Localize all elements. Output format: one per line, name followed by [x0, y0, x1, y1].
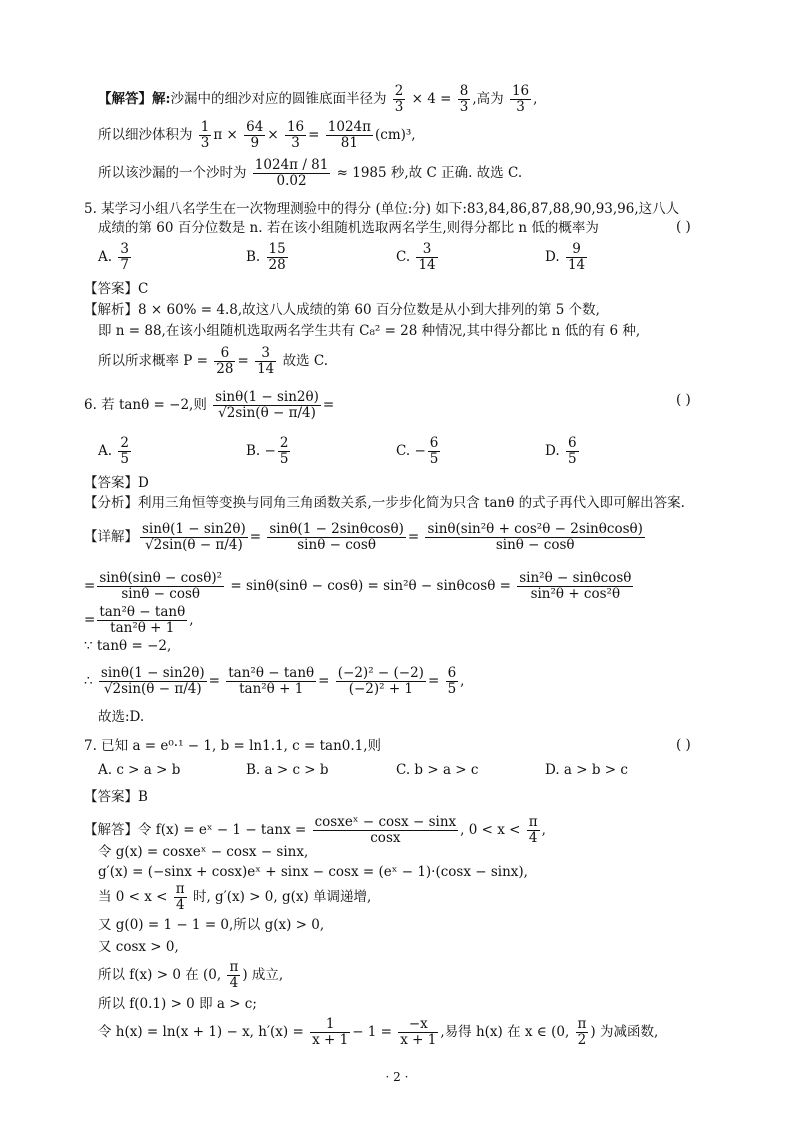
fraction: [336, 666, 426, 697]
text: × 4 =: [411, 91, 452, 107]
denominator: 81: [326, 135, 373, 151]
q6-detail-5: [84, 666, 464, 697]
text: 令 h(x) = ln(x + 1) − x, h′(x) =: [98, 1024, 304, 1040]
denominator: 3: [285, 135, 306, 151]
answer-label: 【解答】解:: [98, 91, 171, 107]
q5-stem-1: 5. 某学习小组八名学生在一次物理测验中的得分 (单位:分) 如下:83,84,86,87,88,90,93,96,这八人: [84, 201, 680, 217]
denominator: sin²θ + cos²θ: [517, 586, 633, 602]
q6-stem: [84, 390, 334, 421]
q7-option-d: D. a > b > c: [545, 762, 628, 778]
text: =: [84, 578, 96, 594]
denominator: 4: [527, 830, 540, 846]
text: ,: [533, 91, 538, 107]
numerator: sinθ(sinθ − cosθ)²: [99, 570, 223, 586]
numerator: 16: [286, 119, 305, 135]
text: =: [237, 353, 249, 369]
numerator: 2: [394, 83, 404, 99]
sign: −: [264, 443, 276, 459]
fraction: [174, 882, 187, 913]
text: ∴: [84, 673, 93, 689]
option-label: B.: [246, 249, 261, 265]
denominator: (−2)² + 1: [336, 681, 426, 697]
text: 当 0 < x <: [98, 889, 168, 905]
text: 故选 C.: [282, 353, 328, 369]
denominator: √2sin(θ − π/4): [99, 681, 207, 697]
q6-option-a: [98, 436, 133, 467]
text: 沙漏中的细沙对应的圆锥底面半径为: [170, 91, 387, 107]
text: 所以 f(x) > 0 在 (0,: [98, 967, 222, 983]
numerator: 1024π / 81: [254, 157, 329, 173]
numerator: sinθ(1 − sin2θ): [100, 665, 205, 681]
denominator: 5: [447, 681, 457, 697]
fraction: [458, 84, 471, 115]
denominator: tan²θ + 1: [97, 620, 187, 636]
text: =: [208, 673, 220, 689]
numerator: 3: [120, 241, 129, 257]
numerator: 1: [200, 119, 210, 135]
text: 【解答】令 f(x) = eˣ − 1 − tanx =: [84, 822, 307, 838]
fraction: [510, 84, 531, 115]
denominator: 9: [244, 135, 265, 151]
q7-solution-5: 又 g(0) = 1 − 1 = 0,所以 g(x) > 0,: [98, 917, 325, 933]
numerator: π: [528, 814, 538, 830]
numerator: sinθ(sin²θ + cos²θ − 2sinθcosθ): [427, 521, 643, 537]
denominator: 28: [268, 257, 286, 273]
q6-answer-bracket: ( ): [676, 392, 691, 408]
q6-detail-6: 故选:D.: [98, 709, 145, 725]
q5-option-d: [545, 242, 589, 273]
fraction: [226, 666, 316, 697]
denominator: x + 1: [312, 1032, 349, 1048]
numerator: −x: [408, 1016, 428, 1032]
option-label: A.: [98, 249, 113, 265]
text: ,: [541, 822, 546, 838]
text: , 0 < x <: [460, 822, 521, 838]
q7-solution-1: [84, 815, 546, 846]
q7-solution-8: 所以 f(0.1) > 0 即 a > c;: [98, 996, 257, 1012]
denominator: 5: [120, 451, 129, 467]
denominator: 5: [279, 451, 289, 467]
fraction: [566, 436, 579, 467]
option-label: D.: [545, 249, 560, 265]
q6-analysis: 【分析】利用三角恒等变换与同角三角函数关系,一步步化简为只含 tanθ 的式子再代入即可解出答案.: [84, 495, 685, 511]
fraction: [199, 120, 212, 151]
text: 所以该沙漏的一个沙时为: [98, 165, 247, 181]
denominator: 3: [394, 99, 404, 115]
fraction: [285, 120, 306, 151]
numerator: cosxeˣ − cosx − sinx: [314, 814, 457, 830]
numerator: 6: [567, 435, 577, 451]
fraction: [267, 242, 288, 273]
fraction: [118, 436, 131, 467]
fraction: [214, 346, 235, 377]
denominator: 5: [429, 451, 439, 467]
numerator: 16: [511, 83, 530, 99]
fraction: [227, 960, 240, 991]
q5-option-a: [98, 242, 133, 273]
numerator: 2: [120, 435, 129, 451]
text: =: [318, 673, 330, 689]
denominator: 14: [567, 257, 586, 273]
numerator: 2: [279, 435, 289, 451]
text: =: [322, 397, 335, 413]
q7-stem: 7. 已知 a = e⁰·¹ − 1, b = ln1.1, c = tan0.1,则: [84, 738, 382, 754]
numerator: sin²θ − sinθcosθ: [519, 570, 632, 586]
numerator: 9: [572, 241, 581, 257]
q6-answer: 【答案】D: [84, 475, 149, 491]
option-label: D.: [545, 443, 560, 459]
numerator: π: [229, 959, 239, 975]
q6-option-d: [545, 436, 581, 467]
option-label: C.: [396, 249, 411, 265]
text: =: [84, 612, 96, 628]
denominator: 28: [216, 361, 234, 377]
fraction: [278, 436, 291, 467]
denominator: 0.02: [253, 173, 331, 189]
text: ) 为减函数,: [590, 1024, 659, 1040]
answer-line-3: [98, 158, 522, 189]
numerator: 8: [459, 83, 469, 99]
fraction: [425, 522, 644, 553]
fraction: [527, 815, 540, 846]
numerator: 1024π: [327, 119, 371, 135]
q7-answer: 【答案】B: [84, 789, 148, 805]
text: ,: [460, 673, 465, 689]
numerator: 1: [325, 1016, 335, 1032]
fraction: [267, 522, 406, 553]
fraction: [213, 390, 321, 421]
denominator: x + 1: [400, 1032, 437, 1048]
denominator: 5: [567, 451, 577, 467]
fraction: [97, 571, 224, 602]
q5-option-b: [246, 242, 290, 273]
fraction: [393, 84, 406, 115]
fraction: [566, 242, 587, 273]
q7-option-c: C. b > a > c: [396, 762, 479, 778]
numerator: tan²θ − tanθ: [99, 604, 186, 620]
option-label: C.: [396, 443, 411, 459]
text: =: [249, 529, 262, 545]
fraction: [140, 522, 248, 553]
fraction: [97, 605, 187, 636]
denominator: 3: [510, 99, 531, 115]
denominator: 2: [576, 1032, 589, 1048]
q6-detail-3: [84, 605, 194, 636]
text: π ×: [213, 127, 238, 143]
denominator: 14: [418, 257, 436, 273]
fraction: [310, 1017, 350, 1048]
q5-option-c: [396, 242, 440, 273]
numerator: 15: [268, 241, 286, 257]
q5-explain-1: 【解析】8 × 60% = 4.8,故这八人成绩的第 60 百分位数是从小到大排列的第 5 个数,: [84, 302, 600, 318]
numerator: π: [175, 881, 185, 897]
denominator: √2sin(θ − π/4): [213, 405, 321, 421]
fraction: [446, 666, 459, 697]
q6-detail-2: [84, 571, 635, 602]
option-label: B.: [246, 443, 261, 459]
fraction: [255, 346, 276, 377]
denominator: sinθ − cosθ: [267, 537, 406, 553]
numerator: tan²θ − tanθ: [228, 665, 315, 681]
numerator: 3: [422, 241, 432, 257]
q5-answer: 【答案】C: [84, 281, 149, 297]
text: 所以所求概率 P =: [98, 353, 208, 369]
text: (cm)³,: [375, 127, 416, 143]
q5-answer-bracket: ( ): [676, 219, 691, 235]
text: 时, g′(x) > 0, g(x) 单调递增,: [192, 889, 372, 905]
text: =: [427, 673, 440, 689]
fraction: [576, 1017, 589, 1048]
q6-option-c: [396, 436, 442, 467]
q7-option-a: A. c > a > b: [98, 762, 181, 778]
numerator: 6: [429, 435, 439, 451]
numerator: sinθ(1 − 2sinθcosθ): [269, 521, 404, 537]
sign: −: [414, 443, 426, 459]
option-label: A.: [98, 443, 113, 459]
fraction: [118, 242, 131, 273]
text: ≈ 1985 秒,故 C 正确. 故选 C.: [336, 165, 523, 181]
fraction: [253, 158, 331, 189]
denominator: sinθ − cosθ: [425, 537, 644, 553]
numerator: 6: [447, 665, 457, 681]
fraction: [428, 436, 441, 467]
numerator: 64: [246, 119, 264, 135]
text: = sinθ(sinθ − cosθ) = sin²θ − sinθcosθ =: [230, 578, 511, 594]
text: ) 成立,: [242, 967, 284, 983]
text: ,: [189, 612, 194, 628]
text: 6. 若 tanθ = −2,则: [84, 397, 207, 413]
q6-detail-4: ∵ tanθ = −2,: [84, 638, 172, 654]
q7-solution-3: g′(x) = (−sinx + cosx)eˣ + sinx − cosx = (eˣ − 1)·(cosx − sinx),: [98, 864, 528, 880]
denominator: 4: [227, 975, 240, 991]
text: =: [308, 127, 320, 143]
text: ×: [267, 127, 279, 143]
numerator: 3: [261, 345, 270, 361]
denominator: √2sin(θ − π/4): [140, 537, 248, 553]
denominator: 14: [257, 361, 275, 377]
text: − 1 =: [352, 1024, 392, 1040]
text: 【详解】: [84, 529, 138, 545]
q7-solution-2: 令 g(x) = cosxeˣ − cosx − sinx,: [98, 844, 309, 860]
q7-solution-7: [98, 960, 283, 991]
text: ,高为: [472, 91, 504, 107]
denominator: 3: [200, 135, 210, 151]
fraction: [99, 666, 207, 697]
text: 所以细沙体积为: [98, 127, 193, 143]
numerator: sinθ(1 − sin2θ): [142, 521, 246, 537]
fraction: [244, 120, 265, 151]
fraction: [398, 1017, 438, 1048]
denominator: tan²θ + 1: [226, 681, 316, 697]
q7-option-b: B. a > c > b: [246, 762, 329, 778]
fraction: [313, 815, 459, 846]
q7-answer-bracket: ( ): [676, 737, 691, 753]
q5-explain-3: [98, 346, 328, 377]
numerator: (−2)² − (−2): [337, 665, 424, 681]
text: ,易得 h(x) 在 x ∈ (0,: [440, 1024, 570, 1040]
numerator: π: [577, 1016, 587, 1032]
text: =: [407, 529, 420, 545]
numerator: sinθ(1 − sin2θ): [215, 389, 319, 405]
denominator: 7: [120, 257, 129, 273]
fraction: [517, 571, 633, 602]
fraction: [416, 242, 437, 273]
numerator: 6: [220, 345, 230, 361]
fraction: [326, 120, 373, 151]
q7-solution-6: 又 cosx > 0,: [98, 939, 179, 955]
q7-solution-9: [98, 1017, 658, 1048]
page-number: · 2 ·: [385, 1070, 409, 1084]
answer-line-1: [98, 84, 537, 115]
denominator: sinθ − cosθ: [97, 586, 224, 602]
q6-detail-1: [84, 522, 647, 553]
q7-solution-4: [98, 882, 371, 913]
q5-stem-2: 成绩的第 60 百分位数是 n. 若在该小组随机选取两名学生,则得分都比 n 低的概率为: [98, 220, 599, 236]
denominator: cosx: [313, 830, 459, 846]
q6-option-b: [246, 436, 292, 467]
denominator: 3: [459, 99, 469, 115]
q5-explain-2: 即 n = 88,在该小组随机选取两名学生共有 C₈² = 28 种情况,其中得分都比 n 低的有 6 种,: [98, 323, 641, 339]
denominator: 4: [174, 897, 187, 913]
answer-line-2: [98, 120, 416, 151]
